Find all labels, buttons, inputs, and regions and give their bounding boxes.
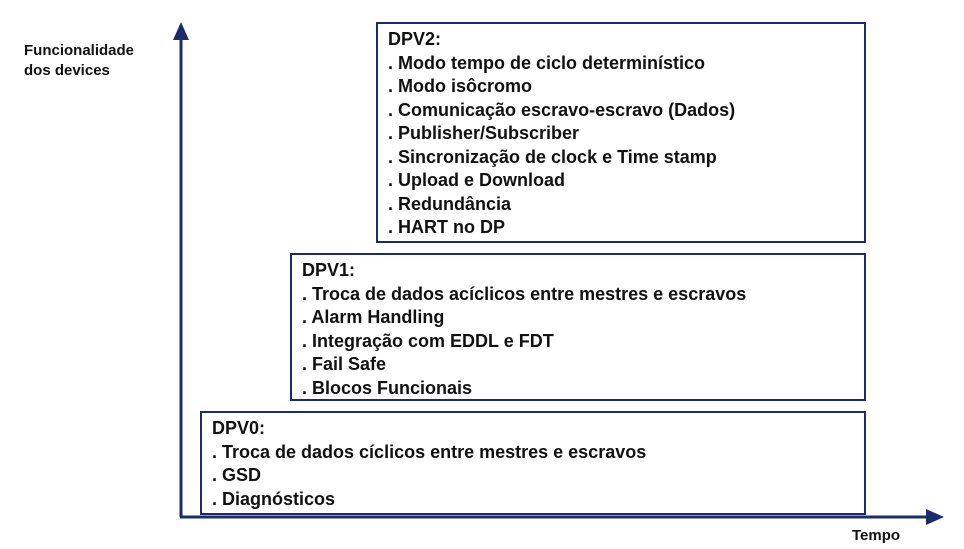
dpv0-box	[200, 411, 866, 515]
dpv2-feature-item: . Comunicação escravo-escravo (Dados)	[388, 99, 736, 120]
dpv1-title: DPV1:	[302, 260, 356, 280]
y-axis-arrow-icon	[173, 22, 189, 40]
dpv1-feature-item: . Blocos Funcionais	[302, 377, 473, 398]
x-axis-arrow-icon	[926, 509, 944, 525]
y-axis-label-line-1: Funcionalidade	[24, 42, 135, 59]
dpv0-feature-item: . Troca de dados cíclicos entre mestres e escravos	[212, 441, 647, 462]
dpv2-feature-item: . Redundância	[388, 193, 512, 214]
dpv0-feature-item: . Diagnósticos	[212, 488, 336, 509]
dpv2-title: DPV2:	[388, 29, 442, 49]
dpv2-feature-item: . Publisher/Subscriber	[388, 123, 580, 143]
dpv1-feature-item: . Troca de dados acíclicos entre mestres e escravos	[302, 283, 747, 304]
dpv2-feature-list	[388, 52, 854, 240]
dpv2-box	[376, 22, 866, 243]
dpv1-feature-item: . Fail Safe	[302, 354, 387, 374]
dpv0-title: DPV0:	[212, 418, 266, 438]
dpv1-feature-item: . Alarm Handling	[302, 307, 445, 327]
dpv0-feature-list	[212, 441, 854, 512]
dpv2-feature-item: . Sincronização de clock e Time stamp	[388, 146, 717, 167]
x-axis-label: Tempo	[852, 527, 901, 544]
dpv2-feature-item: . Modo isôcromo	[388, 76, 532, 96]
dpv1-feature-item: . Integração com EDDL e FDT	[302, 330, 554, 351]
y-axis-label-line-2: dos devices	[24, 62, 110, 79]
dpv1-feature-list	[302, 283, 854, 401]
dpv2-feature-item: . HART no DP	[388, 217, 505, 237]
dpv2-feature-item: . Upload e Download	[388, 170, 566, 190]
dpv0-feature-item: . GSD	[212, 465, 262, 485]
dpv2-feature-item: . Modo tempo de ciclo determinístico	[388, 52, 706, 73]
y-axis-label	[24, 41, 134, 81]
dpv1-box	[290, 253, 866, 401]
